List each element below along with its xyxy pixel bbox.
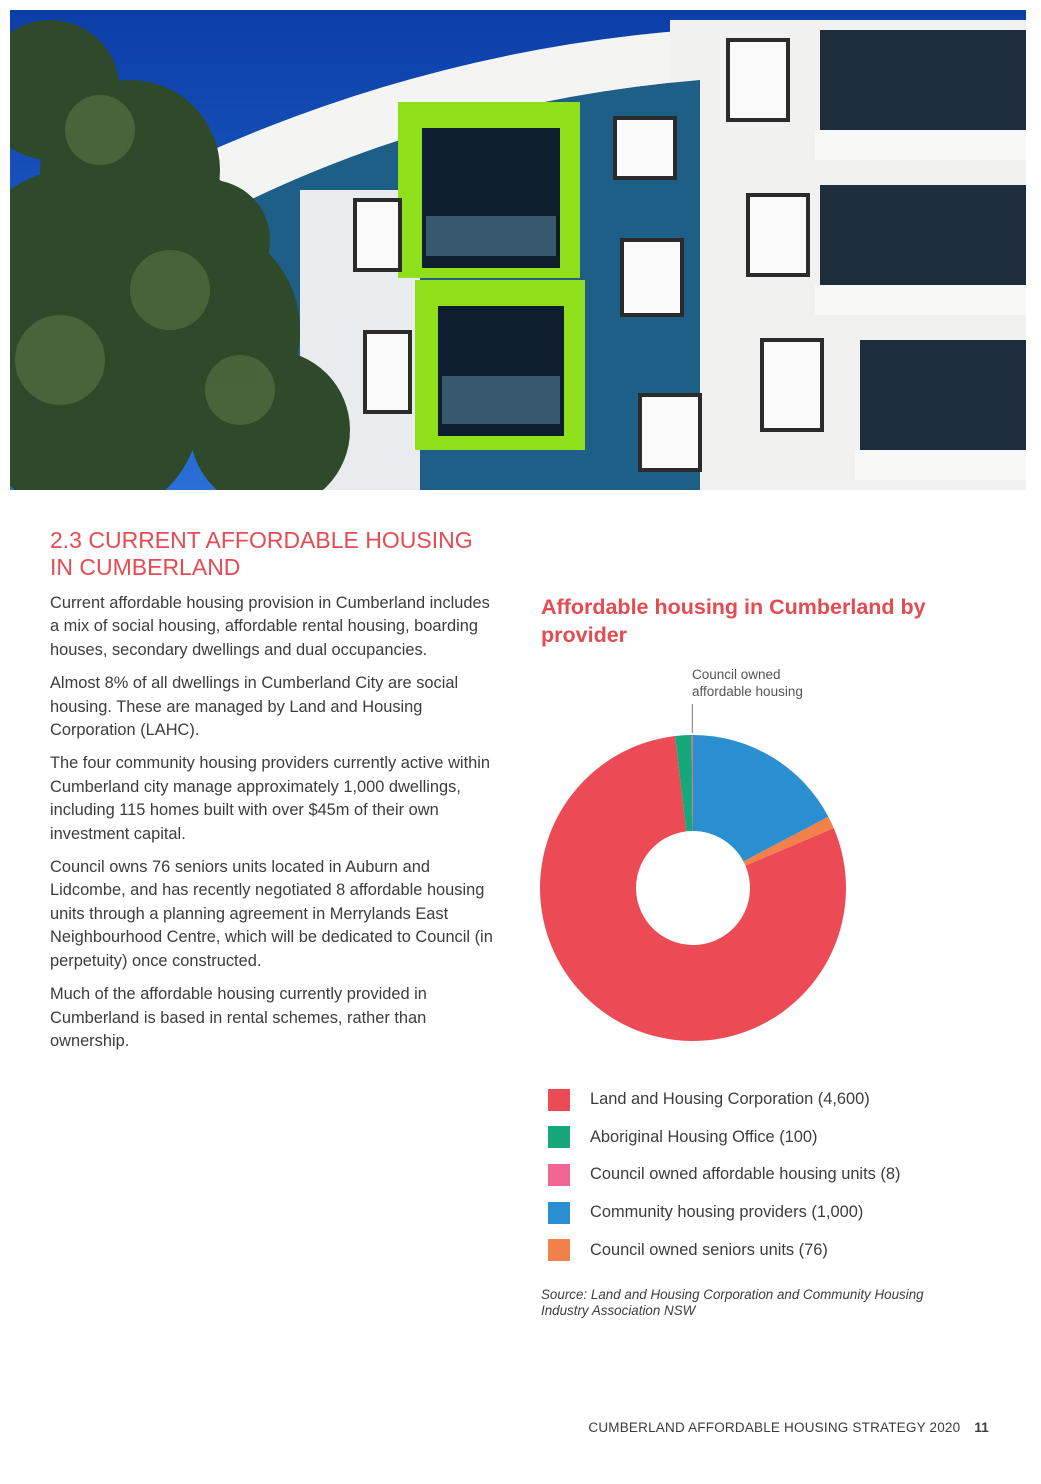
legend-swatch	[548, 1202, 570, 1224]
legend-item	[548, 1194, 900, 1232]
callout-line-2: affordable housing	[692, 684, 803, 699]
paragraph: Almost 8% of all dwellings in Cumberland City are social housing. These are managed by Land and Housing Corporation (LAHC).	[50, 674, 459, 740]
paragraph: Council owns 76 seniors units located in Auburn and Lidcombe, and has recently negotiated 8 affordable housing units through a planning agreement in Merrylands East Neighbourhood Centre, which will be dedicated to Council (in perpetuity) once constructed.	[50, 858, 493, 970]
hero-photo	[10, 10, 1026, 490]
legend-label: Council owned seniors units (76)	[590, 1240, 828, 1259]
page-number: 11	[974, 1420, 989, 1435]
callout-label	[692, 667, 803, 699]
legend-item	[548, 1081, 900, 1119]
legend-label: Aboriginal Housing Office (100)	[590, 1127, 818, 1146]
legend-label: Community housing providers (1,000)	[590, 1203, 864, 1222]
section-title: 2.3 CURRENT AFFORDABLE HOUSING IN CUMBERLAND	[50, 527, 473, 580]
legend-swatch	[548, 1164, 570, 1186]
chart-title: Affordable housing in Cumberland by provider	[541, 595, 926, 647]
legend-label: Land and Housing Corporation (4,600)	[590, 1090, 870, 1109]
paragraph: Current affordable housing provision in Cumberland includes a mix of social housing, affordable rental housing, boarding houses, secondary dwellings and dual occupancies.	[50, 594, 490, 659]
body-text	[50, 592, 498, 1063]
paragraph: Much of the affordable housing currently provided in Cumberland is based in rental schemes, rather than ownership.	[50, 985, 427, 1050]
legend-swatch	[548, 1239, 570, 1261]
legend-item	[548, 1156, 900, 1194]
legend-swatch	[548, 1126, 570, 1148]
paragraph: The four community housing providers currently active within Cumberland city manage approximately 1,000 dwellings, including 115 homes built with over $45m of their own investment capital.	[50, 754, 491, 843]
footer-title: CUMBERLAND AFFORDABLE HOUSING STRATEGY 2020	[588, 1420, 961, 1435]
legend-label: Council owned affordable housing units (8)	[590, 1165, 901, 1184]
legend-swatch	[548, 1089, 570, 1111]
donut-chart	[520, 660, 880, 1060]
legend-item	[548, 1119, 900, 1157]
page-footer	[588, 1420, 989, 1435]
chart-legend	[548, 1081, 900, 1269]
callout-line-1: Council owned	[692, 667, 781, 682]
chart-source: Source: Land and Housing Corporation and Community Housing Industry Association NSW	[541, 1287, 924, 1318]
apartment-building-image	[10, 10, 1026, 490]
legend-item	[548, 1231, 900, 1269]
